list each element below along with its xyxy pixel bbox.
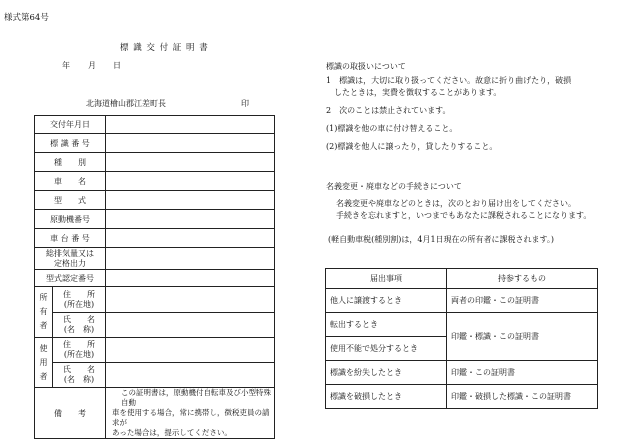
- chassis-number-label: 車 台 番 号: [35, 229, 106, 248]
- row-damaged-items: 印鑑・破損した標識・この証明書: [447, 385, 598, 409]
- owner-name-sub: (名 称): [63, 325, 95, 334]
- owner-address-label: [53, 287, 106, 313]
- handling-heading: 標識の取扱いについて: [326, 62, 406, 71]
- user-address-sub: (所在地): [63, 350, 95, 359]
- owner-group-label: [35, 287, 53, 338]
- user-name-value: [106, 363, 275, 388]
- plate-number-label: 標 識 番 号: [35, 134, 106, 153]
- user-name-label: [53, 363, 106, 388]
- remarks-line-1: この証明書は，原動機付自転車及び小型特殊自動: [121, 388, 271, 407]
- owner-address-text: 住 所: [63, 289, 95, 299]
- procedures-heading: 名義変更・廃車などの手続きについて: [326, 182, 462, 191]
- user-char-3: 者: [39, 371, 48, 381]
- model-label: 型 式: [35, 191, 106, 210]
- issue-date-value: [106, 116, 275, 134]
- procedures-table: [325, 268, 598, 409]
- displacement-label: [35, 248, 106, 270]
- user-group-label: [35, 338, 53, 388]
- issuer-name: 北海道檜山郡江差町長: [86, 99, 166, 108]
- procedures-note: (軽自動車税(種別割)は，4月1日現在の所有者に課税されます。): [328, 235, 555, 244]
- user-name-text: 氏 名: [63, 365, 95, 374]
- handling-item1-line1: 1 標識は，大切に取り扱ってください。故意に折り曲げたり，破損: [326, 76, 572, 85]
- row-transfer: 他人に譲渡するとき: [326, 289, 447, 313]
- chassis-number-value: [106, 229, 275, 248]
- model-cert-number-value: [106, 270, 275, 287]
- row-lost-items: 印鑑・この証明書: [447, 361, 598, 385]
- handling-item2: 2 次のことは禁止されています。: [326, 106, 451, 115]
- row-damaged: 標識を破損したとき: [326, 385, 447, 409]
- owner-char-1: 所: [39, 293, 48, 302]
- certificate-title: 標 識 交 付 証 明 書: [120, 43, 209, 53]
- procedures-line1: 名義変更や廃車などのときは，次のとおり届け出をしてください。: [336, 199, 576, 208]
- remarks-text: [106, 388, 275, 439]
- date-day: 日: [113, 61, 121, 70]
- vehicle-name-label: 車 名: [35, 172, 106, 191]
- procedures-text: [336, 198, 591, 222]
- owner-name-label: [53, 313, 106, 338]
- model-value: [106, 191, 275, 210]
- engine-number-label: 原動機番号: [35, 210, 106, 229]
- owner-name-value: [106, 313, 275, 338]
- category-label: 種 別: [35, 153, 106, 172]
- procedures-line2: 手続きを忘れますと，いつまでもあなたに課税されることになります。: [336, 211, 592, 220]
- row-lost: 標識を紛失したとき: [326, 361, 447, 385]
- form-number: 様式第64号: [4, 13, 49, 23]
- category-value: [106, 153, 275, 172]
- owner-char-2: 有: [39, 307, 48, 316]
- model-cert-number-label: 型式認定番号: [35, 270, 106, 287]
- user-address-label: [53, 338, 106, 363]
- owner-char-3: 者: [39, 321, 48, 330]
- date-year: 年: [62, 61, 70, 70]
- remarks-line-3: あった場合は，提示してください。: [112, 428, 232, 437]
- issuer-seal: 印: [241, 99, 249, 108]
- handling-item2-sub2: (2)標識を他人に譲ったり，貸したりすること。: [326, 142, 498, 151]
- header-bring: 持参するもの: [447, 269, 598, 289]
- handling-item2-sub1: (1)標識を他の車に付け替えること。: [326, 124, 458, 133]
- user-address-value: [106, 338, 275, 363]
- certificate-table: [34, 115, 275, 439]
- vehicle-name-value: [106, 172, 275, 191]
- owner-address-value: [106, 287, 275, 313]
- row-move-out-items: 印鑑・標識・この証明書: [447, 313, 598, 361]
- owner-address-sub: (所在地): [63, 299, 95, 309]
- row-disposal: 使用不能で処分するとき: [326, 337, 447, 361]
- row-transfer-items: 両者の印鑑・この証明書: [447, 289, 598, 313]
- remarks-line-2: 車を使用する場合，常に携帯し，徴税吏員の請求が: [112, 408, 270, 427]
- remarks-label: 備 考: [35, 388, 106, 439]
- displacement-label-line1: 総排気量又は: [46, 248, 94, 258]
- handling-item1-line2: したときは，実費を徴収することがあります。: [326, 88, 502, 97]
- displacement-label-line2: 定格出力: [54, 258, 86, 268]
- issue-date-label: 交付年月日: [35, 116, 106, 134]
- plate-number-value: [106, 134, 275, 153]
- user-name-sub: (名 称): [63, 375, 95, 384]
- displacement-value: [106, 248, 275, 270]
- engine-number-value: [106, 210, 275, 229]
- owner-name-text: 氏 名: [63, 315, 95, 324]
- date-month: 月: [88, 61, 96, 70]
- user-char-1: 使: [39, 343, 48, 353]
- header-item: 届出事項: [326, 269, 447, 289]
- row-move-out: 転出するとき: [326, 313, 447, 337]
- handling-item1: [326, 75, 571, 99]
- user-char-2: 用: [39, 357, 48, 367]
- user-address-text: 住 所: [63, 340, 95, 349]
